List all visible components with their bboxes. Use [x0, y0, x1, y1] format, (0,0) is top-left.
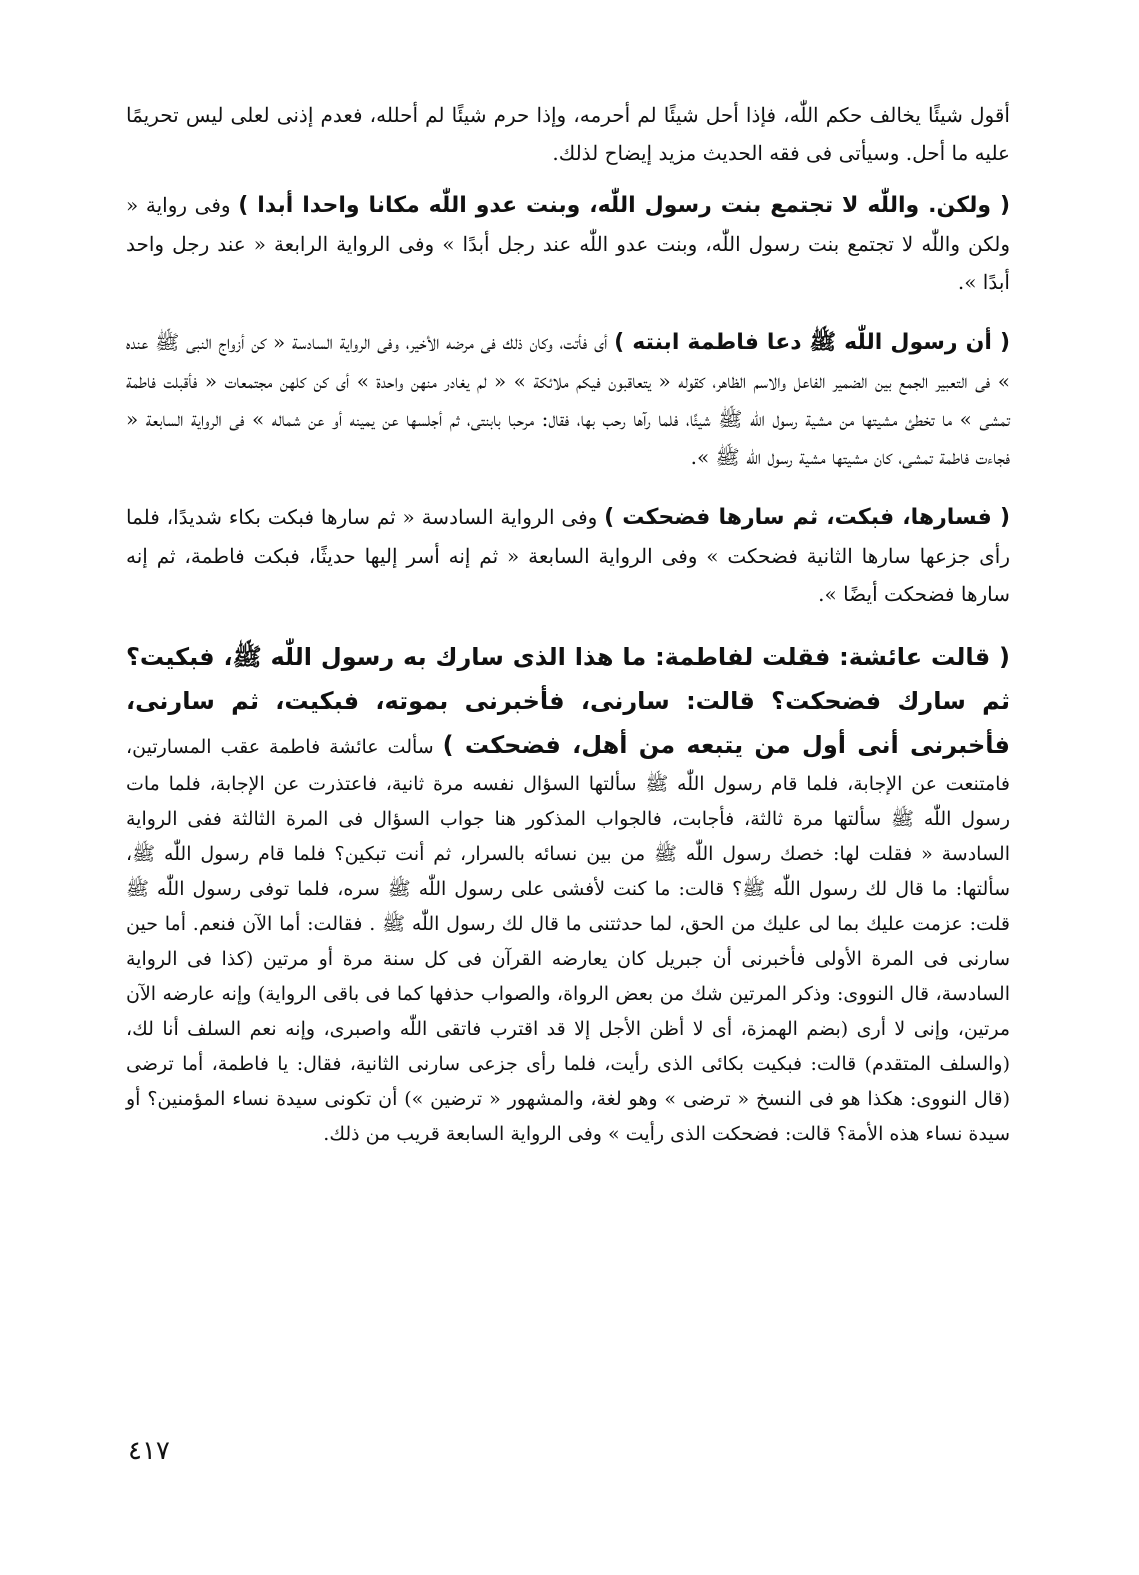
paragraph-3-text: أى فأتت، وكان ذلك فى مرضه الأخير، وفى الرواية السادسة « كن أزواج النبى ﷺ عنده » فى التعبير الجمع بين الضمير الفاعل والاسم الظاهر، كقوله « يتعاقبون فيكم ملائكة » « لم يغادر منهن واحدة » أى كن كلهن مجتمعات « فأقبلت فاطمة تمشى » ما تخطئ مشيتها من مشية رسول اللّٰه ﷺ شيئًا، فلما رآها رحب بها، فقال: مرحبا بابنتى، ثم أجلسها عن يمينه أو عن شماله » فى الرواية السابعة « فجاءت فاطمة تمشى، كان مشيتها مشية رسول اللّٰه ﷺ ».	[126, 330, 1010, 469]
paragraph-5	[126, 635, 1010, 1152]
paragraph-3-heading: ( أن رسول اللّٰه ﷺ دعا فاطمة ابنته )	[614, 330, 1011, 355]
paragraph-2	[126, 186, 1010, 301]
paragraph-3	[126, 323, 1010, 476]
paragraph-1-text: أقول شيئًا يخالف حكم اللّٰه، فإذا أحل شيئًا لم أحرمه، وإذا حرم شيئًا لم أحلله، فعدم إذنى لعلى ليس تحريمًا عليه ما أحل. وسيأتى فى فقه الحديث مزيد إيضاح لذلك.	[126, 103, 1010, 165]
paragraph-2-text: وفى رواية « ولكن واللّٰه لا تجتمع بنت رسول اللّٰه، وبنت عدو اللّٰه عند رجل أبدًا » وفى الرواية الرابعة « عند رجل واحد أبدًا ».	[126, 193, 1010, 294]
page-body	[126, 96, 1010, 1174]
paragraph-5-text: سألت عائشة فاطمة عقب المسارتين، فامتنعت عن الإجابة، فلما قام رسول اللّٰه ﷺ سألتها السؤال نفسه مرة ثانية، فاعتذرت عن الإجابة، فلما مات رسول اللّٰه ﷺ سألتها مرة ثالثة، فأجابت، فالجواب المذكور هنا جواب السؤال فى المرة الثالثة ففى الرواية السادسة « فقلت لها: خصك رسول اللّٰه ﷺ من بين نسائه بالسرار، ثم أنت تبكين؟ فلما قام رسول اللّٰه ﷺ، سألتها: ما قال لك رسول اللّٰه ﷺ؟ قالت: ما كنت لأفشى على رسول اللّٰه ﷺ سره، فلما توفى رسول اللّٰه ﷺ قلت: عزمت عليك بما لى عليك من الحق، لما حدثتنى ما قال لك رسول اللّٰه ﷺ . فقالت: أما الآن فنعم. أما حين سارنى فى المرة الأولى فأخبرنى أن جبريل كان يعارضه القرآن فى كل سنة مرة أو مرتين (كذا فى الرواية السادسة، قال النووى: وذكر المرتين شك من بعض الرواة، والصواب حذفها كما فى باقى الرواية) وإنه عارضه الآن مرتين، وإنى لا أرى (بضم الهمزة، أى لا أظن الأجل إلا قد اقترب فاتقى اللّٰه واصبرى، وإنه نعم السلف أنا لك، (والسلف المتقدم) قالت: فبكيت بكائى الذى رأيت، فلما رأى جزعى سارنى الثانية، فقال: يا فاطمة، أما ترضى (قال النووى: هكذا هو فى النسخ « ترضى » وهو لغة، والمشهور « ترضين ») أن تكونى سيدة نساء المؤمنين؟ أو سيدة نساء هذه الأمة؟ قالت: فضحكت الذى رأيت » وفى الرواية السابعة قريب من ذلك.	[126, 736, 1011, 1145]
paragraph-4-heading: ( فسارها، فبكت، ثم سارها فضحكت )	[604, 505, 1011, 530]
paragraph-4	[126, 498, 1010, 613]
paragraph-1	[126, 96, 1010, 172]
page-number: ٤١٧	[128, 1436, 170, 1466]
paragraph-2-heading: ( ولكن. واللّٰه لا تجتمع بنت رسول اللّٰه، وبنت عدو اللّٰه مكانا واحدا أبدا )	[238, 193, 1011, 218]
paragraph-5-heading: ( قالت عائشة: فقلت لفاطمة: ما هذا الذى سارك به رسول اللّٰه ﷺ، فبكيت؟ ثم سارك فضحكت؟ قالت: سارنى، فأخبرنى بموته، فبكيت، ثم سارنى، فأخبرنى أنى أول من يتبعه من أهل، فضحكت )	[126, 643, 1010, 759]
paragraph-4-text: وفى الرواية السادسة « ثم سارها فبكت بكاء شديدًا، فلما رأى جزعها سارها الثانية فضحكت » وفى الرواية السابعة « ثم إنه أسر إليها حديثًا، فبكت فاطمة، ثم إنه سارها فضحكت أيضًا ».	[126, 505, 1010, 606]
